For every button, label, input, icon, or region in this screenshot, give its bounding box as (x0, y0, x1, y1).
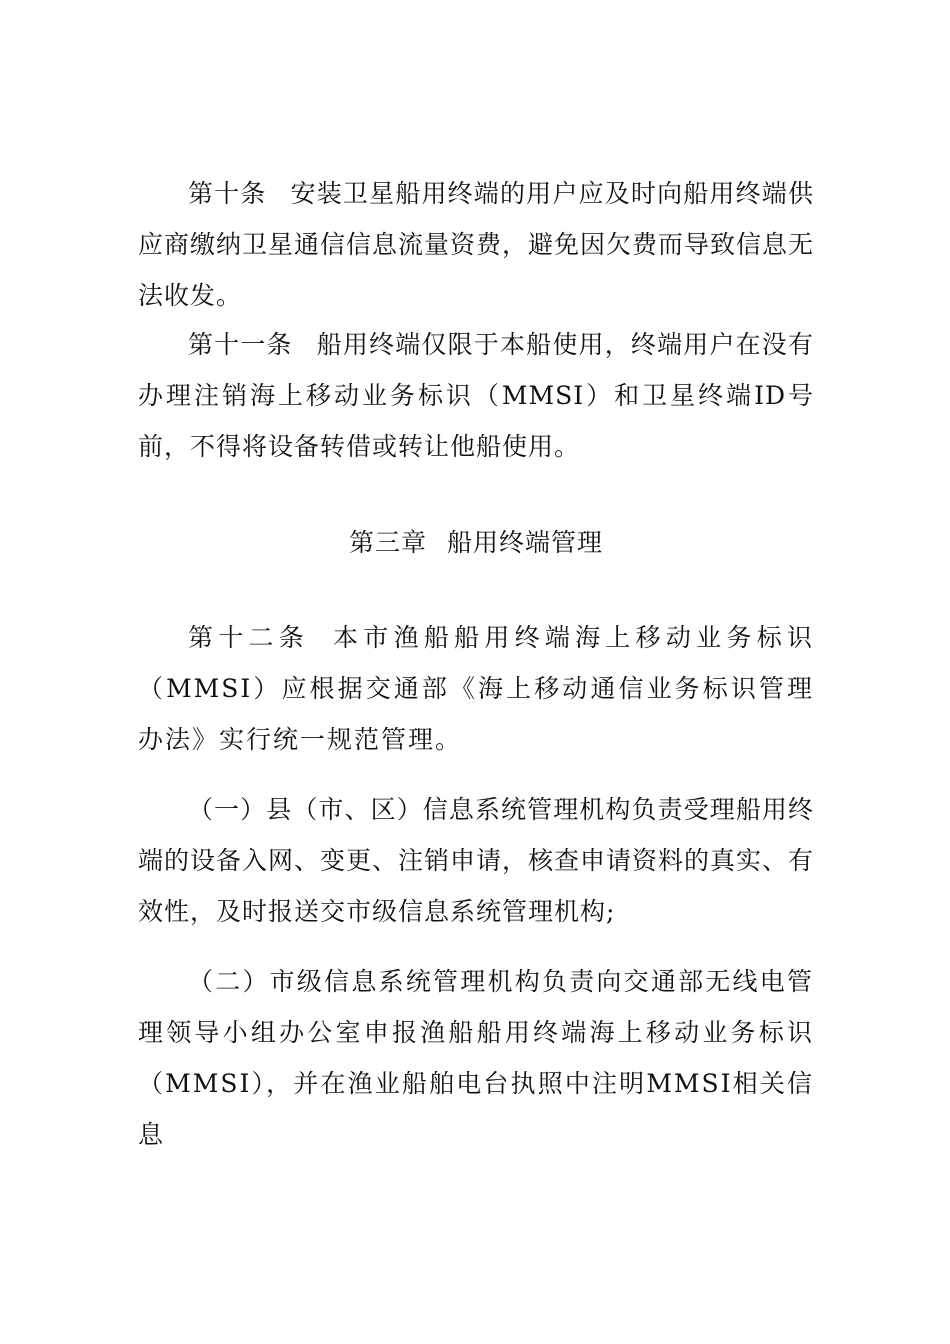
item-1-text: （一）县（市、区）信息系统管理机构负责受理船用终端的设备入网、变更、注销申请，核查申请资料的真实、有效性，及时报送交市级信息系统管理机构; (138, 795, 815, 926)
item-2-text: （二）市级信息系统管理机构负责向交通部无线电管理领导小组办公室申报渔船船用终端海上移动业务标识（MMSI），并在渔业船舶电台执照中注明MMSI相关信息 (138, 967, 814, 1149)
chapter-3-heading (138, 517, 814, 568)
article-10 (138, 168, 814, 321)
chapter-3-number: 第三章 (348, 528, 427, 557)
article-12 (138, 612, 814, 765)
item-1 (138, 784, 814, 937)
item-2 (138, 956, 814, 1160)
article-10-number: 第十条 (188, 179, 267, 208)
article-11 (138, 319, 814, 472)
article-10-text: 安装卫星船用终端的用户应及时向船用终端供应商缴纳卫星通信信息流量资费，避免因欠费而导致信息无法收发。 (138, 179, 815, 310)
article-12-text: 本市渔船船用终端海上移动业务标识（MMSI）应根据交通部《海上移动通信业务标识管理办法》实行统一规范管理。 (138, 623, 814, 754)
article-11-number: 第十一条 (188, 330, 293, 359)
article-12-number: 第十二条 (188, 623, 310, 652)
chapter-3-title: 船用终端管理 (447, 528, 604, 557)
article-11-text: 船用终端仅限于本船使用，终端用户在没有办理注销海上移动业务标识（MMSI）和卫星终端ID号前，不得将设备转借或转让他船使用。 (138, 330, 814, 461)
